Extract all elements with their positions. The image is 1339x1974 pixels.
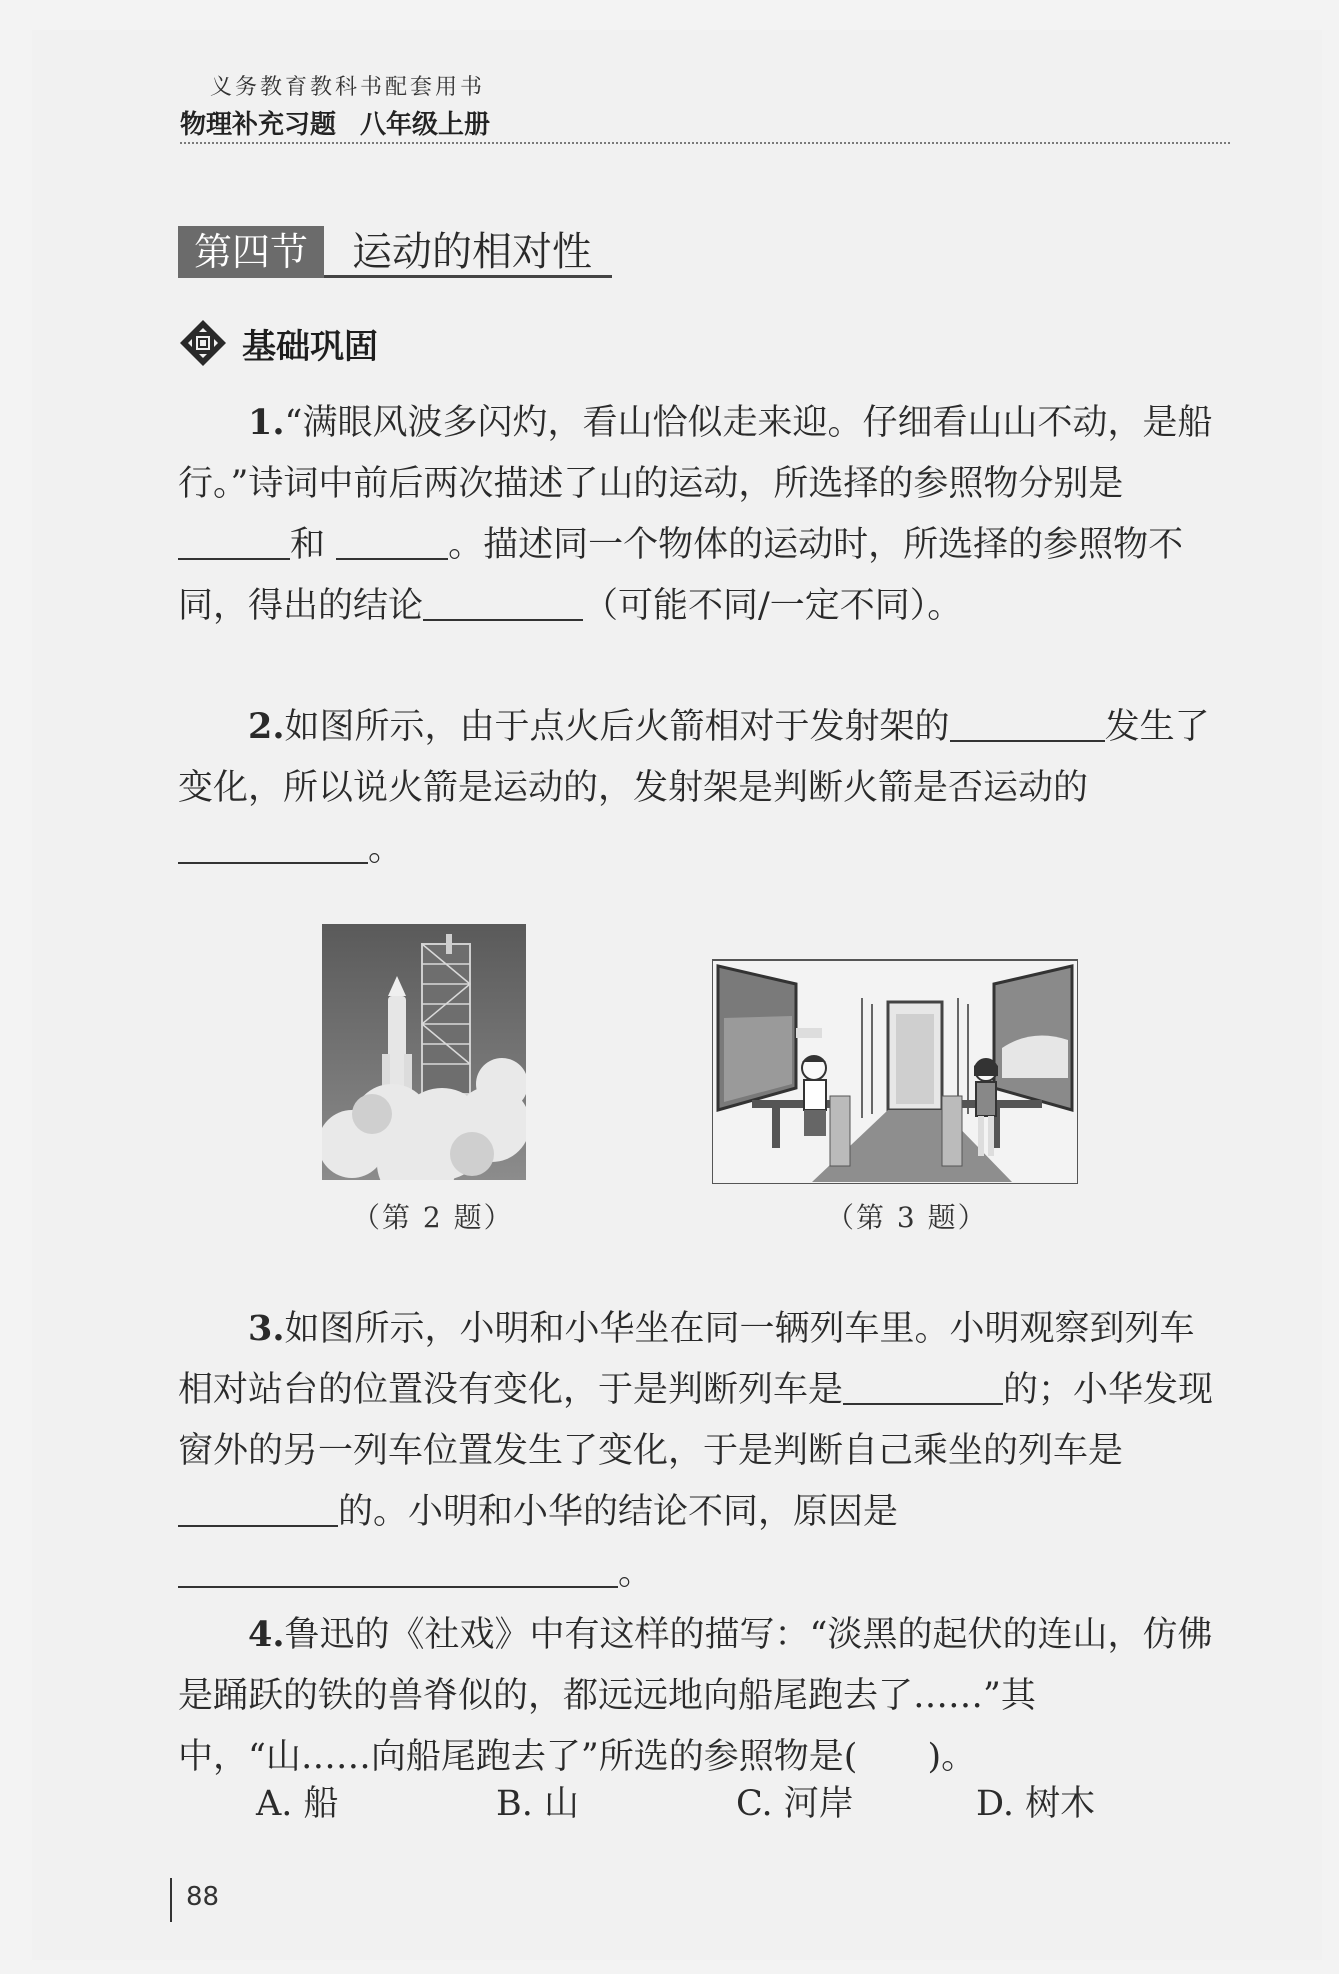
rocket-launch-figure xyxy=(322,924,526,1180)
answer-blank[interactable] xyxy=(178,1550,618,1588)
answer-blank[interactable] xyxy=(423,583,583,621)
answer-blank[interactable] xyxy=(950,704,1105,742)
option-a[interactable]: A. 船 xyxy=(256,1784,339,1824)
book-title: 物理补充习题 xyxy=(180,110,337,140)
subsection-heading xyxy=(178,318,378,368)
question-4-options xyxy=(256,1776,1236,1826)
question-4: 4.鲁迅的《社戏》中有这样的描写：“淡黑的起伏的连山，仿佛是踊跃的铁的兽脊似的，都远远地向船尾跑去了……”其中，“山……向船尾跑去了”所选的参照物是( )。 xyxy=(178,1614,1213,1777)
question-number: 2. xyxy=(248,706,285,747)
answer-blank[interactable] xyxy=(178,1489,338,1527)
section-heading xyxy=(178,226,612,278)
page-number-rule xyxy=(170,1878,172,1922)
subsection-title: 基础巩固 xyxy=(242,326,378,367)
question-2: 2.如图所示，由于点火后火箭相对于发射架的 发生了变化，所以说火箭是运动的，发射架是判断火箭是否运动的。 xyxy=(178,706,1210,869)
question-number: 1. xyxy=(248,402,285,443)
answer-blank[interactable] xyxy=(336,522,448,560)
option-c[interactable]: C. 河岸 xyxy=(736,1784,854,1824)
header-series: 义务教育教科书配套用书 xyxy=(210,75,486,100)
page-number: 88 xyxy=(186,1882,220,1912)
answer-blank[interactable] xyxy=(178,826,368,864)
answer-blank[interactable] xyxy=(843,1367,1003,1405)
option-d[interactable]: D. 树木 xyxy=(976,1784,1096,1824)
header-divider xyxy=(180,142,1230,144)
header-title xyxy=(180,104,490,141)
figure-2-caption: （第 2 题） xyxy=(352,1201,514,1234)
train-interior-figure xyxy=(712,958,1078,1184)
option-b[interactable]: B. 山 xyxy=(496,1784,579,1824)
section-title: 运动的相对性 xyxy=(324,226,612,278)
answer-blank[interactable] xyxy=(178,522,290,560)
question-number: 3. xyxy=(248,1308,285,1349)
diamond-frame-icon xyxy=(178,318,228,368)
question-1: 1.“满眼风波多闪灼，看山恰似走来迎。仔细看山山不动，是船行。”诗词中前后两次描述了山的运动，所选择的参照物分别是和 。描述同一个物体的运动时，所选择的参照物不同，得出的结论 （可能不同/一定不同）。 xyxy=(178,402,1213,626)
figure-3-caption: （第 3 题） xyxy=(826,1201,988,1234)
question-number: 4. xyxy=(248,1614,285,1655)
section-number: 第四节 xyxy=(178,226,324,278)
question-3: 3.如图所示，小明和小华坐在同一辆列车里。小明观察到列车相对站台的位置没有变化，于是判断列车是 的；小华发现窗外的另一列车位置发生了变化，于是判断自己乘坐的列车是的。小明和小华的结论不同，原因是。 xyxy=(178,1308,1214,1593)
grade-label: 八年级上册 xyxy=(360,110,491,140)
